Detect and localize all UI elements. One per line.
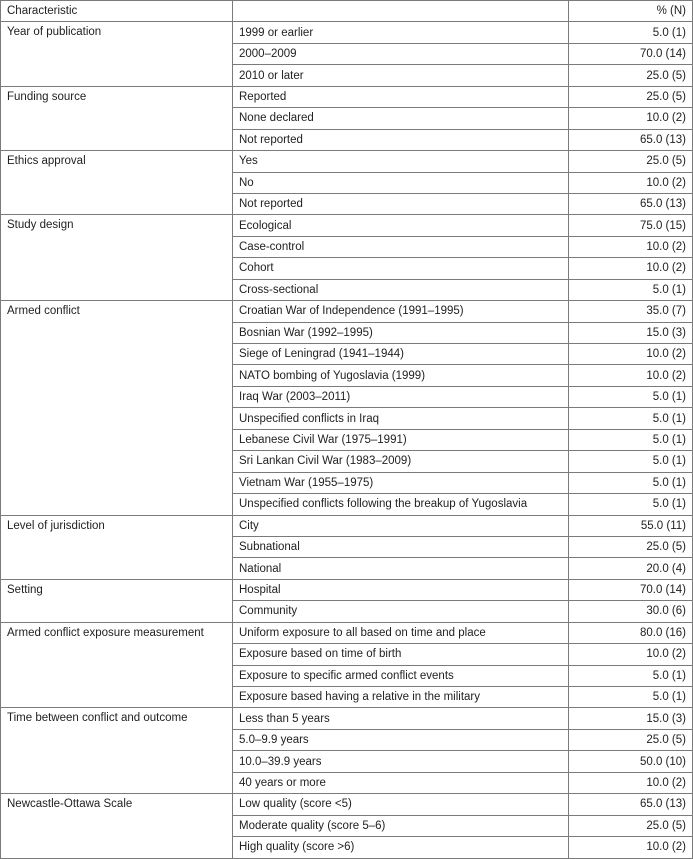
- percent-cell: 75.0 (15): [569, 215, 693, 236]
- category-cell: Reported: [233, 86, 569, 107]
- category-cell: Ecological: [233, 215, 569, 236]
- table-row: [1, 22, 693, 43]
- category-cell: Cross-sectional: [233, 279, 569, 300]
- table-row: [1, 86, 693, 107]
- category-cell: Unspecified conflicts in Iraq: [233, 408, 569, 429]
- category-cell: Exposure based on time of birth: [233, 644, 569, 665]
- category-cell: 1999 or earlier: [233, 22, 569, 43]
- category-cell: Lebanese Civil War (1975–1991): [233, 429, 569, 450]
- percent-cell: 5.0 (1): [569, 472, 693, 493]
- category-cell: Exposure based having a relative in the military: [233, 687, 569, 708]
- percent-cell: 80.0 (16): [569, 622, 693, 643]
- characteristic-cell: Newcastle-Ottawa Scale: [1, 794, 233, 858]
- category-cell: Less than 5 years: [233, 708, 569, 729]
- category-cell: 5.0–9.9 years: [233, 729, 569, 750]
- percent-cell: 5.0 (1): [569, 408, 693, 429]
- percent-cell: 20.0 (4): [569, 558, 693, 579]
- characteristic-cell: Funding source: [1, 86, 233, 150]
- table-row: [1, 794, 693, 815]
- category-cell: Case-control: [233, 236, 569, 257]
- characteristic-cell: Armed conflict: [1, 301, 233, 515]
- category-cell: Unspecified conflicts following the breakup of Yugoslavia: [233, 494, 569, 515]
- category-cell: Exposure to specific armed conflict events: [233, 665, 569, 686]
- percent-cell: 25.0 (5): [569, 86, 693, 107]
- characteristic-cell: Year of publication: [1, 22, 233, 86]
- percent-cell: 10.0 (2): [569, 172, 693, 193]
- characteristic-cell: Armed conflict exposure measurement: [1, 622, 233, 708]
- percent-cell: 10.0 (2): [569, 258, 693, 279]
- category-cell: 2000–2009: [233, 43, 569, 64]
- characteristic-cell: Time between conflict and outcome: [1, 708, 233, 794]
- percent-cell: 70.0 (14): [569, 579, 693, 600]
- percent-cell: 10.0 (2): [569, 837, 693, 858]
- table-row: [1, 215, 693, 236]
- category-cell: NATO bombing of Yugoslavia (1999): [233, 365, 569, 386]
- percent-cell: 15.0 (3): [569, 708, 693, 729]
- category-cell: High quality (score >6): [233, 837, 569, 858]
- percent-cell: 35.0 (7): [569, 301, 693, 322]
- percent-cell: 10.0 (2): [569, 236, 693, 257]
- category-cell: None declared: [233, 108, 569, 129]
- category-cell: Community: [233, 601, 569, 622]
- table-row: [1, 579, 693, 600]
- category-cell: Moderate quality (score 5–6): [233, 815, 569, 836]
- category-cell: Not reported: [233, 193, 569, 214]
- category-cell: 10.0–39.9 years: [233, 751, 569, 772]
- percent-cell: 55.0 (11): [569, 515, 693, 536]
- table-row: [1, 622, 693, 643]
- table-body: [1, 22, 693, 858]
- header-category: [233, 1, 569, 22]
- header-characteristic: Characteristic: [1, 1, 233, 22]
- header-row: [1, 1, 693, 22]
- percent-cell: 70.0 (14): [569, 43, 693, 64]
- percent-cell: 15.0 (3): [569, 322, 693, 343]
- category-cell: 2010 or later: [233, 65, 569, 86]
- percent-cell: 50.0 (10): [569, 751, 693, 772]
- category-cell: Uniform exposure to all based on time and place: [233, 622, 569, 643]
- percent-cell: 65.0 (13): [569, 129, 693, 150]
- category-cell: Siege of Leningrad (1941–1944): [233, 344, 569, 365]
- table-row: [1, 151, 693, 172]
- table-row: [1, 708, 693, 729]
- table-row: [1, 515, 693, 536]
- percent-cell: 25.0 (5): [569, 65, 693, 86]
- category-cell: Vietnam War (1955–1975): [233, 472, 569, 493]
- category-cell: Croatian War of Independence (1991–1995): [233, 301, 569, 322]
- category-cell: Subnational: [233, 536, 569, 557]
- percent-cell: 10.0 (2): [569, 644, 693, 665]
- percent-cell: 5.0 (1): [569, 386, 693, 407]
- percent-cell: 10.0 (2): [569, 108, 693, 129]
- category-cell: National: [233, 558, 569, 579]
- percent-cell: 65.0 (13): [569, 794, 693, 815]
- percent-cell: 5.0 (1): [569, 279, 693, 300]
- percent-cell: 5.0 (1): [569, 687, 693, 708]
- percent-cell: 10.0 (2): [569, 365, 693, 386]
- category-cell: 40 years or more: [233, 772, 569, 793]
- category-cell: Low quality (score <5): [233, 794, 569, 815]
- percent-cell: 25.0 (5): [569, 815, 693, 836]
- percent-cell: 65.0 (13): [569, 193, 693, 214]
- percent-cell: 5.0 (1): [569, 429, 693, 450]
- category-cell: Hospital: [233, 579, 569, 600]
- percent-cell: 5.0 (1): [569, 451, 693, 472]
- percent-cell: 25.0 (5): [569, 729, 693, 750]
- percent-cell: 30.0 (6): [569, 601, 693, 622]
- category-cell: City: [233, 515, 569, 536]
- percent-cell: 25.0 (5): [569, 536, 693, 557]
- category-cell: Not reported: [233, 129, 569, 150]
- percent-cell: 10.0 (2): [569, 772, 693, 793]
- percent-cell: 10.0 (2): [569, 344, 693, 365]
- characteristic-cell: Setting: [1, 579, 233, 622]
- percent-cell: 25.0 (5): [569, 151, 693, 172]
- percent-cell: 5.0 (1): [569, 665, 693, 686]
- characteristic-cell: Ethics approval: [1, 151, 233, 215]
- table-row: [1, 301, 693, 322]
- category-cell: Cohort: [233, 258, 569, 279]
- percent-cell: 5.0 (1): [569, 22, 693, 43]
- characteristic-cell: Study design: [1, 215, 233, 301]
- category-cell: Bosnian War (1992–1995): [233, 322, 569, 343]
- category-cell: No: [233, 172, 569, 193]
- category-cell: Yes: [233, 151, 569, 172]
- characteristic-cell: Level of jurisdiction: [1, 515, 233, 579]
- category-cell: Sri Lankan Civil War (1983–2009): [233, 451, 569, 472]
- header-percent: % (N): [569, 1, 693, 22]
- percent-cell: 5.0 (1): [569, 494, 693, 515]
- category-cell: Iraq War (2003–2011): [233, 386, 569, 407]
